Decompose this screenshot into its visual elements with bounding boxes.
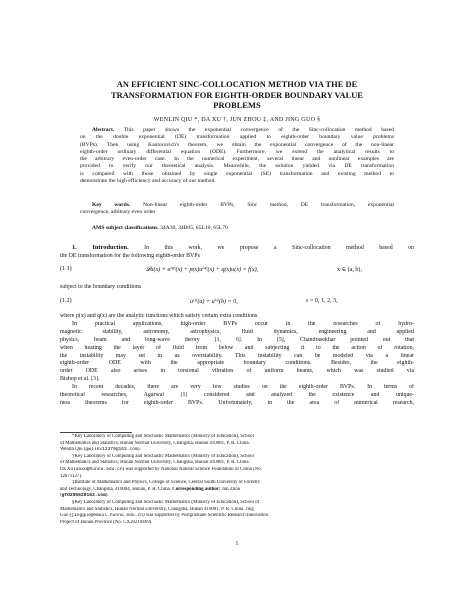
paragraph-line: ness theorems for eighth-order BVPs. Unfortunately, in the area of numerical research, [60, 399, 414, 406]
footnote-line: 12071127). [60, 473, 83, 479]
author-list: WENLIN QIU *, DA XU †, JUN ZHOU ‡, AND JING GUO § [153, 116, 321, 123]
corresponding-author-label: Corresponding author: [172, 486, 221, 492]
author-email: qwllkx12379@163.com [85, 447, 138, 453]
footnote-rule [60, 432, 132, 433]
abstract-line: the arbitrary even-order case. In the numerical experiment, several linear and nonlinear examples are [80, 156, 394, 163]
abstract-line: demonstrate the high efficiency and accuracy of our method. [80, 178, 216, 185]
keywords-label: Key words. [92, 202, 131, 208]
author-email: gfd255620163.com [61, 493, 106, 499]
boundary-text: subject to the boundary conditions [60, 284, 142, 290]
paragraph-line: where p(x) and q(x) are the analytic functions which satisfy certain extra conditions. [60, 313, 259, 319]
keywords-line-1: Key words. Non-linear eighth-order BVPs, Sinc method, DE transformation, exponential [92, 202, 394, 208]
equation-number: (1.1) [60, 266, 72, 272]
equation-1-1 [60, 266, 414, 275]
author-email: jingguo@email.hunnu.edu.cn [71, 513, 143, 519]
title-line: TRANSFORMATION FOR EIGHTH-ORDER BOUNDARY VALUE [110, 90, 364, 100]
title-line: AN EFFICIENT SINC-COLLOCATION METHOD VIA THE DE [116, 80, 358, 89]
page-number: 1 [235, 541, 239, 547]
paragraph-line: physics, beam and long-wave theory [1, 6]. In [5], Chandrasekhar pointed out that [60, 336, 414, 343]
abstract-line: eighth-order ordinary differential equation (ODE). Furthermore, we extend the analytical results to [80, 148, 394, 155]
ams-codes: 34A30, 34B05, 65L10, 65L70 [160, 225, 228, 231]
footnotes: *Key Laboratory of Computing and Stochastic Mathematics (Ministry of Education), School of Mathematics and Statistics, Hunan Normal University, Changsha, Hunan 410081, P. R. China. Wenlin Qiu (qwllkx12379@163.com). †Key Laboratory of Computing and Stochastic Mathematics (Ministry of Education), School of Mathematics and Statistics, Hunan Normal University, Changsha, Hunan 410081, P. R. China. Da Xu (daxu@hunnu.edu.cn) was supported by National Natural Science Foundation of China (No. 12071127). ‡Institute of Mathematics and Physics, College of Science, Central South University of Forestry and Technology, Changsha, 410004, Hunan, P. R. China. Corresponding author: Jun Zhou (gfd255620163.com). §Key Laboratory of Computing and Stochastic Mathematics (Ministry of Education), School of Mathematics and Statistics, Hunan Normal University, Changsha, Hunan 410081, P. R. China. Jing Guo (jingguo@email.hunnu.edu.cn) was supported by Postgraduate Scientific Research Innovation Project of Hunan Province (No. CX20210469). [60, 434, 414, 526]
paragraph-line: theoretical researches, Agarwal [1] considered and analyzed the existence and unique- [60, 392, 414, 399]
abstract-line: provided to verify our theoretical analysis. Meanwhile, the solution yielded via DE transformation [80, 163, 394, 170]
equation-body: 𝓛u(x) ≡ u⁽⁸⁾(x) + p(x)u⁽⁴⁾(x) + q(x)u(x) = f(x), [146, 267, 259, 273]
footnote-line: ‡Institute of Mathematics and Physics, College of Science, Central South University of Forestry [72, 480, 261, 486]
footnote-line: of Mathematics and Statistics, Hunan Normal University, Changsha, Hunan 410081, P. R. China. [60, 440, 250, 446]
keywords [80, 202, 394, 217]
paragraph-line: In recent decades, there are very few studies on the eighth-order BVPs. In terms of [72, 384, 414, 391]
abstract-line-1: Abstract. This paper shows the exponential convergence of the Sinc-collocation method based [92, 127, 394, 133]
paragraph-line: order ODE also arises in torsional vibration of uniform beams, which was studied via [60, 368, 414, 375]
equation-1-2 [60, 298, 414, 307]
paragraph-line: the instability may set in as overstability. This instability can be modeled via a linear [60, 352, 414, 359]
ams-label: AMS subject classifications. [92, 225, 159, 231]
paragraph-line: eighth-order ODE with the appropriate boundary conditions. Besides, the eighth- [60, 360, 414, 367]
section-heading-introduction: 1. Introduction. [72, 244, 129, 251]
footnote-line: Project of Hunan Province (No. CX20210469). [60, 519, 153, 525]
equation-number: (1.2) [60, 298, 72, 304]
footnote-line: §Key Laboratory of Computing and Stochastic Mathematics (Ministry of Education), School of [72, 499, 260, 505]
paper-title [60, 80, 414, 112]
footnote-line: *Key Laboratory of Computing and Stochastic Mathematics (Ministry of Education), School [72, 434, 254, 439]
equation-condition: s = 0, 1, 2, 3, [306, 298, 338, 304]
equation-condition: x ∈ (a, b), [337, 267, 362, 273]
abstract-label: Abstract. [92, 127, 115, 133]
abstract-line: (BVPs). Then using Kantorovich's theorem, we obtain the exponential convergence of the non-linear [80, 141, 394, 148]
introduction-opening: 1. Introduction. In this work, we propose a Sinc-collocation method based on the DE transformation for the following eighth-order BVPs [60, 244, 414, 259]
abstract-line: is compared with those obtained by single exponential (SE) transformation and existing method to [80, 170, 394, 177]
keywords-line: convergence, arbitrary even order [80, 209, 156, 216]
abstract-line: on the double exponential (DE) transformation applied to eighth-order boundary value problems [80, 134, 394, 141]
paragraph-line: magnetic stability, astronomy, astrophysics, fluid dynamics, engineering and applied [60, 328, 414, 335]
footnote-line: of Mathematics and Statistics, Hunan Normal University, Changsha, Hunan 410081, P. R. China. [60, 460, 250, 466]
footnote-line: Mathematics and Statistics, Hunan Normal University, Changsha, Hunan 410081, P. R. China. Jing [60, 506, 254, 512]
body-text [60, 313, 414, 408]
author-email: daxu@hunnu.edu.cn [75, 466, 123, 472]
footnote-line: †Key Laboratory of Computing and Stochastic Mathematics (Ministry of Education), School [72, 453, 254, 459]
abstract [80, 127, 394, 185]
title-line: PROBLEMS [213, 101, 261, 110]
paragraph-line: when heating the layer of fluid from below and subjecting it to the action of rotation, [60, 344, 414, 351]
ams-classification [80, 225, 394, 232]
paragraph-line: Bishop et al. [3]. [60, 376, 100, 383]
equation-body: u⁽ˢ⁾(a) = u⁽ˢ⁾(b) = 0, [190, 299, 238, 305]
paragraph-line: In practical applications, high-order BVPs occur in the researches of hydro- [72, 320, 414, 327]
